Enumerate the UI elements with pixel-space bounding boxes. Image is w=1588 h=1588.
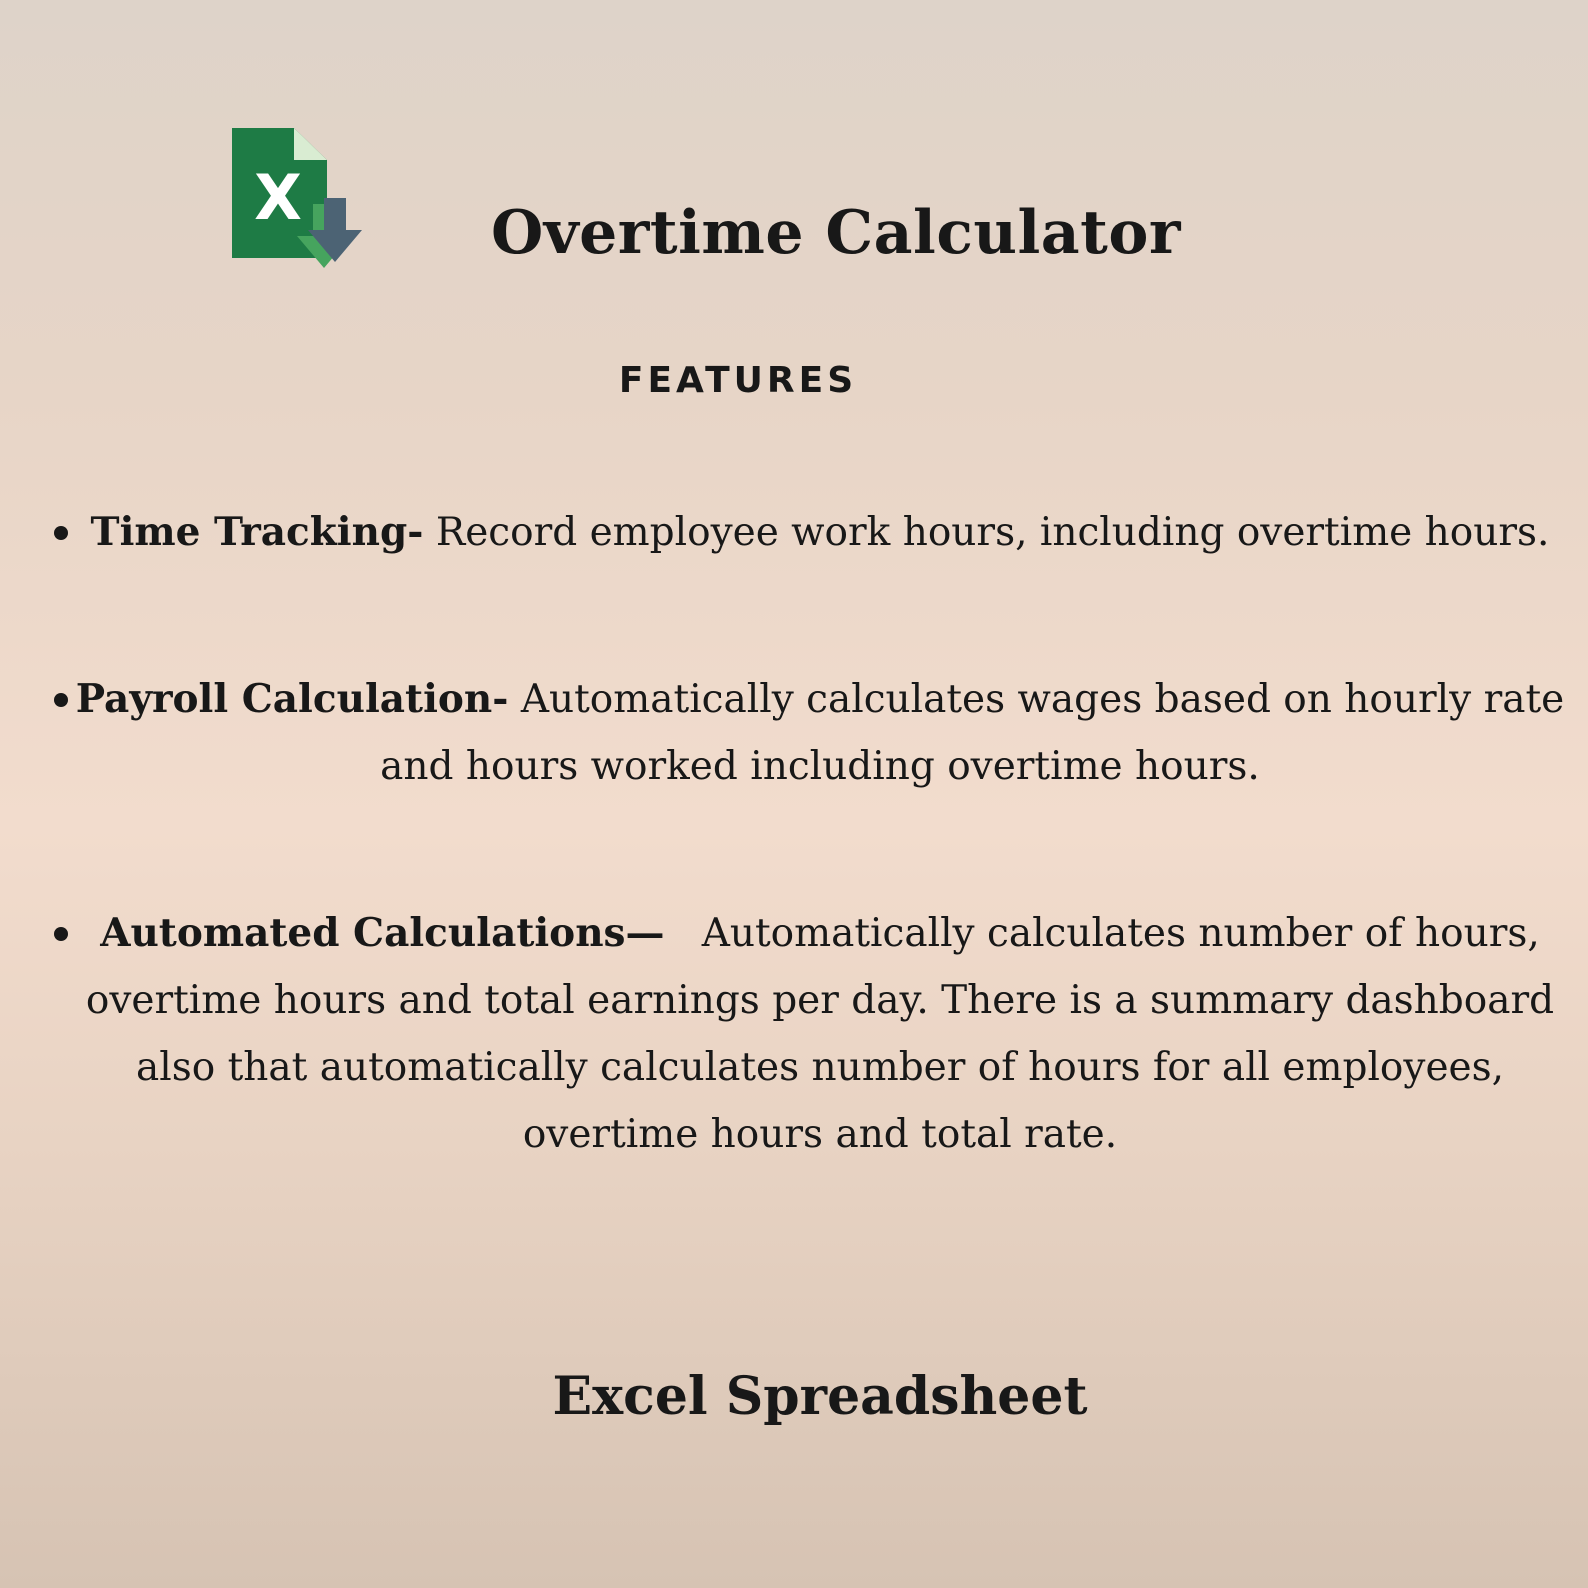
page-title: Overtime Calculator [490, 198, 1182, 269]
feature-text [52, 499, 1588, 566]
feature-item-time-tracking [52, 499, 1588, 566]
feature-description: Automatically calculates wages based on hourly rate and hours worked including overtime hours. [380, 677, 1577, 789]
feature-text [52, 900, 1588, 1168]
feature-text [52, 666, 1588, 800]
footer-label: Excel Spreadsheet [552, 1366, 1088, 1427]
bullet-dot-icon [54, 927, 68, 941]
excel-fold-corner [294, 128, 327, 160]
feature-label: Automated Calculations— [100, 910, 665, 956]
feature-item-automated-calculations [52, 900, 1588, 1168]
feature-label: Payroll Calculation- [75, 676, 509, 722]
feature-item-payroll-calculation [52, 666, 1588, 800]
bullet-dot-icon [54, 526, 68, 540]
feature-label: Time Tracking- [90, 509, 424, 555]
feature-description: Automatically calculates number of hours, overtime hours and total earnings per day. There is a summary dashboard also that automatically calculates number of hours for all employees, overtime hours and total rate. [85, 911, 1567, 1157]
section-heading-features: FEATURES [618, 359, 858, 401]
bullet-dot-icon [54, 693, 68, 707]
excel-x-letter: X [254, 161, 302, 234]
feature-description: Record employee work hours, including overtime hours. [423, 510, 1550, 555]
